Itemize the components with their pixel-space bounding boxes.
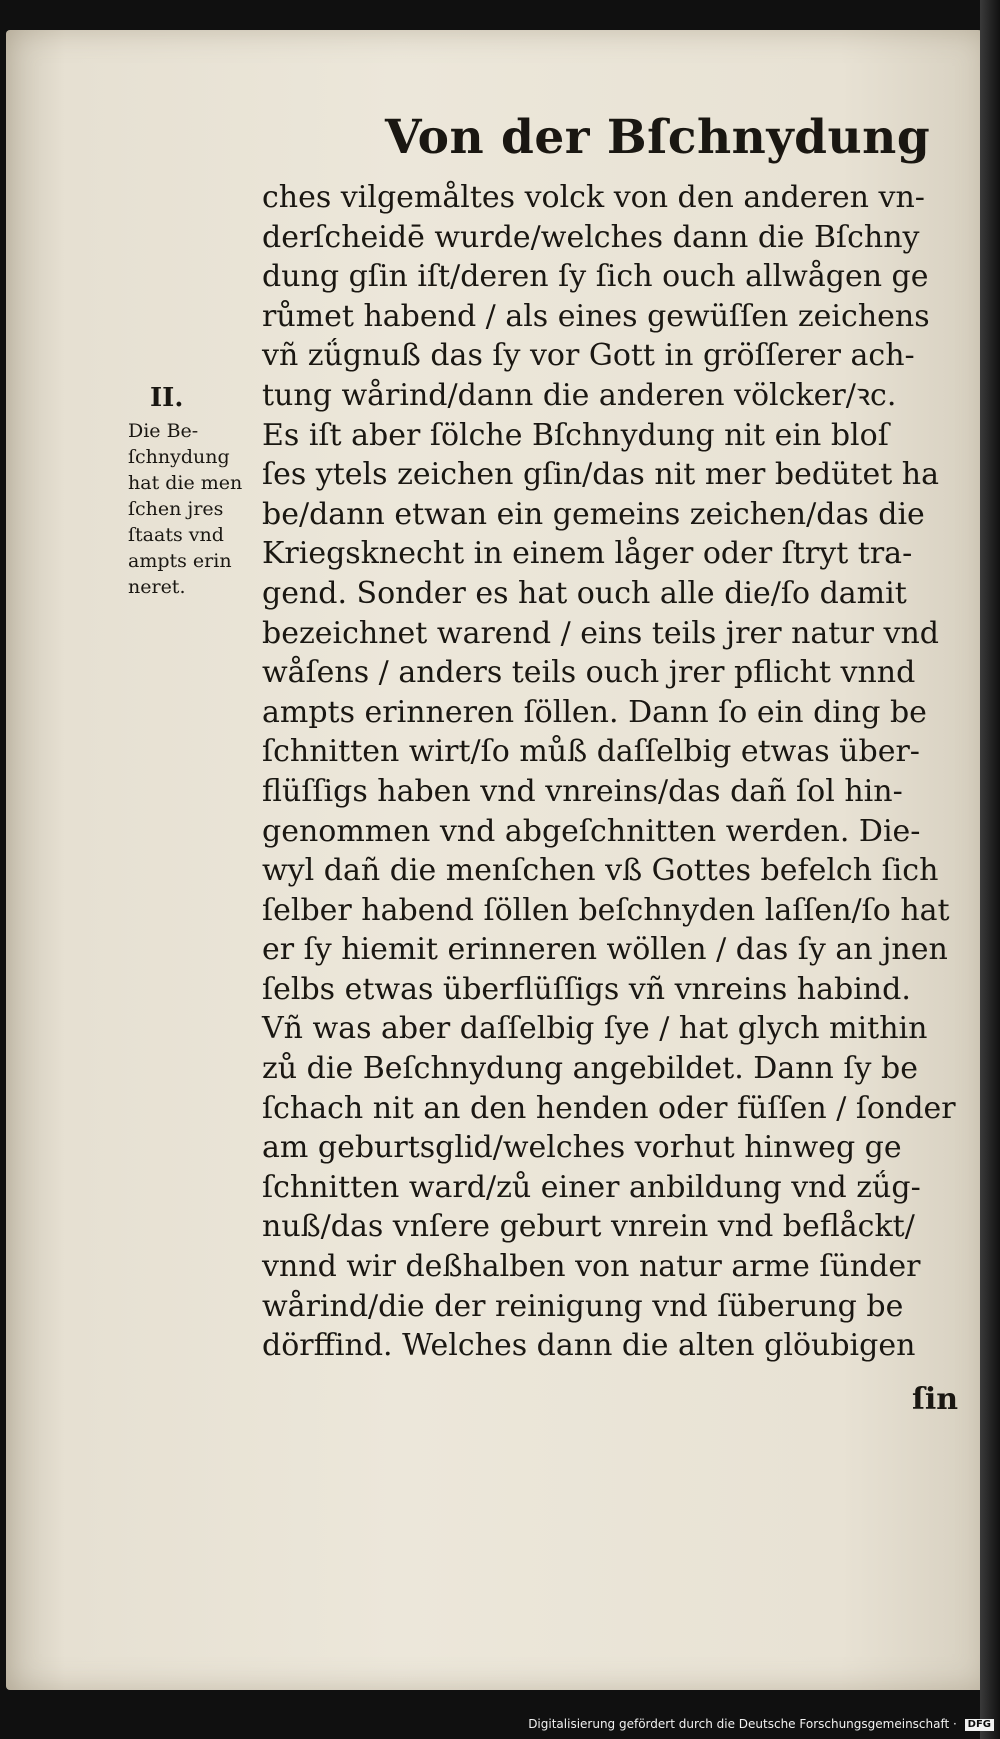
text-line: dung gſin iſt/deren ſy ſich ouch allwågen ge bbox=[262, 259, 929, 295]
marginal-note-line: ſchnydung bbox=[128, 446, 230, 468]
text-line: ches vilgemåltes volck von den anderen vn- bbox=[262, 180, 925, 215]
text-line: ſelbs etwas überflüſſigs vñ vnreins habind. bbox=[262, 971, 911, 1007]
body-text bbox=[262, 178, 962, 1366]
marginal-note-line: neret. bbox=[128, 576, 186, 598]
text-line: tung wårind/dann die anderen völcker/ꝛc. bbox=[262, 377, 897, 413]
text-line: ſes ytels zeichen gſin/das nit mer bedütet ha bbox=[262, 457, 939, 493]
catchword: ſin bbox=[912, 1382, 959, 1417]
text-line: ampts erinneren ſöllen. Dann ſo ein ding be bbox=[262, 694, 927, 730]
text-line: derſcheidē wurde/welches dann die Bſchny bbox=[262, 219, 920, 255]
text-line: ſelber habend ſöllen beſchnyden laſſen/ſo hat bbox=[262, 892, 950, 928]
text-line: am geburtsglid/welches vorhut hinweg ge bbox=[262, 1130, 902, 1166]
marginal-note-line: ſchen jres bbox=[128, 498, 224, 520]
dfg-logo: DFG bbox=[965, 1719, 994, 1731]
text-line: vñ zǘgnuß das ſy vor Gott in gröſſerer ach- bbox=[262, 338, 915, 374]
text-line: zů die Beſchnydung angebildet. Dann ſy be bbox=[262, 1051, 918, 1087]
text-line: wyl dañ die menſchen vß Gottes befelch ſich bbox=[262, 853, 939, 889]
marginal-section-number: II. bbox=[150, 383, 184, 413]
digitization-credit bbox=[528, 1717, 994, 1731]
text-line: vnnd wir deßhalben von natur arme ſünder bbox=[262, 1249, 921, 1285]
text-line: ſchnitten ward/zů einer anbildung vnd zǘg- bbox=[262, 1169, 921, 1205]
text-line: ſchnitten wirt/ſo můß daſſelbig etwas über- bbox=[262, 734, 920, 770]
text-line: nuß/das vnſere geburt vnrein vnd beflåckt/ bbox=[262, 1209, 915, 1245]
text-line: genommen vnd abgeſchnitten werden. Die- bbox=[262, 813, 921, 849]
text-line: dörffind. Welches dann die alten glöubigen bbox=[262, 1328, 916, 1364]
text-line: bezeichnet warend / eins teils jrer natur vnd bbox=[262, 615, 940, 651]
text-line: růmet habend / als eines gewüſſen zeichens bbox=[262, 298, 930, 334]
running-heading: Von der Bſchnydung bbox=[385, 110, 931, 165]
text-line: wåſens / anders teils ouch jrer pflicht vnnd bbox=[262, 655, 916, 691]
text-line: ſchach nit an den henden oder füſſen / ſonder bbox=[262, 1090, 956, 1126]
marginal-note-line: ampts erin bbox=[128, 550, 232, 572]
text-line: Vñ was aber daſſelbig ſye / hat glych mithin bbox=[262, 1011, 928, 1047]
text-line: Kriegsknecht in einem låger oder ſtryt tra- bbox=[262, 536, 913, 572]
text-line: Es iſt aber ſölche Bſchnydung nit ein bloſ bbox=[262, 417, 889, 453]
text-line: be/dann etwan ein gemeins zeichen/das die bbox=[262, 496, 925, 532]
text-line: gend. Sonder es hat ouch alle die/ſo damit bbox=[262, 575, 907, 611]
marginal-note-line: ſtaats vnd bbox=[128, 524, 224, 546]
text-line: wårind/die der reinigung vnd ſüberung be bbox=[262, 1288, 904, 1324]
marginal-note-line: hat die men bbox=[128, 472, 243, 494]
marginal-note-line: Die Be- bbox=[128, 420, 199, 442]
text-line: flüſſigs haben vnd vnreins/das dañ ſol hin- bbox=[262, 773, 903, 809]
page-edge bbox=[980, 0, 1000, 1739]
text-line: er ſy hiemit erinneren wöllen / das ſy an jnen bbox=[262, 932, 948, 968]
credit-text: Digitalisierung gefördert durch die Deutsche Forschungsgemeinschaft · bbox=[528, 1717, 957, 1731]
marginal-note bbox=[128, 418, 268, 600]
